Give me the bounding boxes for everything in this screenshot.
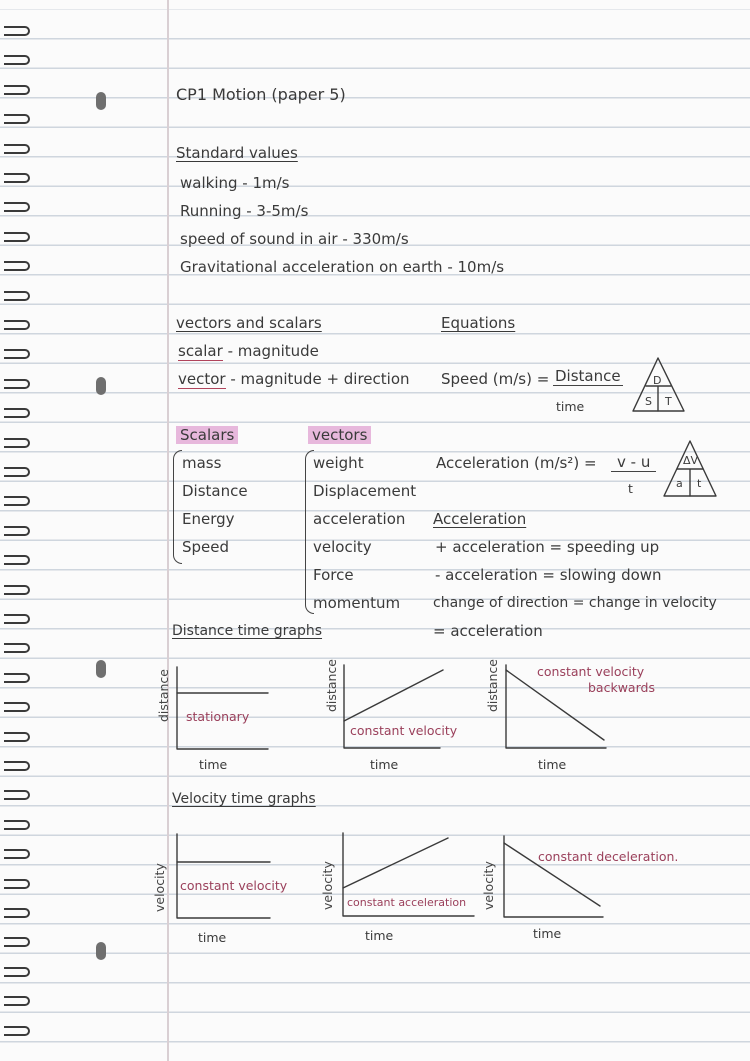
vector-term: vector <box>178 370 226 388</box>
velocity-time-heading: Velocity time graphs <box>172 791 316 807</box>
vt-graph1-axes <box>177 834 270 918</box>
dt-graph1-caption: stationary <box>186 709 250 724</box>
vt-graph2-caption: constant acceleration <box>347 896 467 909</box>
acceleration-note: + acceleration = speeding up <box>435 538 660 556</box>
scalar-item: Speed <box>182 538 230 556</box>
vectors-heading: vectors <box>308 426 371 444</box>
acceleration-note: - acceleration = slowing down <box>435 566 662 584</box>
speed-triangle-left: S <box>645 395 652 408</box>
standard-value-item: Gravitational acceleration on earth - 10m/s <box>180 258 505 276</box>
dt-graph1-ylabel: distance <box>156 669 171 722</box>
scalars-heading: Scalars <box>176 426 238 444</box>
vt-graph3-caption: constant deceleration. <box>538 849 679 864</box>
accel-equation-denominator: t <box>628 481 633 496</box>
vector-item: velocity <box>313 538 372 556</box>
accel-equation-lhs: Acceleration (m/s²) = <box>436 454 597 472</box>
accel-triangle-dividers <box>677 469 703 496</box>
dt-graph3-caption: constant velocity <box>537 664 645 679</box>
scalar-item: Energy <box>182 510 235 528</box>
accel-triangle-left: a <box>676 477 683 490</box>
vt-graph3-ylabel: velocity <box>481 861 496 910</box>
speed-equation-denominator: time <box>556 399 585 414</box>
dt-graph2-xlabel: time <box>370 757 399 772</box>
speed-triangle-top: D <box>653 374 662 387</box>
accel-equation-numerator: v - u <box>611 453 656 472</box>
vt-graph3-line <box>504 843 600 906</box>
vector-def: - magnitude + direction <box>230 370 410 388</box>
vt-graph1-caption: constant velocity <box>180 878 288 893</box>
dt-graph3-caption: backwards <box>588 680 655 695</box>
standard-values-heading: Standard values <box>176 144 298 162</box>
acceleration-note: change of direction = change in velocity <box>433 595 717 611</box>
vt-graph2-xlabel: time <box>365 928 394 943</box>
vt-graph2-ylabel: velocity <box>320 861 335 910</box>
dt-graph3-ylabel: distance <box>485 659 500 712</box>
scalar-def: - magnitude <box>227 342 319 360</box>
vector-item: acceleration <box>313 510 406 528</box>
standard-value-item: speed of sound in air - 330m/s <box>180 230 409 248</box>
equations-heading: Equations <box>441 314 516 332</box>
dt-graph1-xlabel: time <box>199 757 228 772</box>
vectors-scalars-heading: vectors and scalars <box>176 314 322 332</box>
distance-time-heading: Distance time graphs <box>172 623 323 639</box>
vector-item: momentum <box>313 594 401 612</box>
speed-triangle-right: T <box>665 395 672 408</box>
vector-item: Force <box>313 566 354 584</box>
vt-graph1-ylabel: velocity <box>152 863 167 912</box>
dt-graph1-axes <box>177 667 268 749</box>
vector-item: weight <box>313 454 364 472</box>
speed-equation-lhs: Speed (m/s) = <box>441 370 550 388</box>
speed-triangle-dividers <box>646 386 671 411</box>
vector-item: Displacement <box>313 482 417 500</box>
standard-value-item: walking - 1m/s <box>180 174 290 192</box>
dt-graph2-caption: constant velocity <box>350 723 458 738</box>
vt-graph3-xlabel: time <box>533 926 562 941</box>
speed-equation-numerator: Distance <box>555 367 621 385</box>
scalar-item: Distance <box>182 482 248 500</box>
dt-graph2-ylabel: distance <box>324 659 339 712</box>
vt-graph3-axes <box>504 836 603 917</box>
page-title: CP1 Motion (paper 5) <box>176 85 346 104</box>
vt-graph1-xlabel: time <box>198 930 227 945</box>
scalar-item: mass <box>182 454 222 472</box>
vt-graph2-line <box>343 838 448 888</box>
dt-graph2-line <box>344 670 443 721</box>
dt-graph3-xlabel: time <box>538 757 567 772</box>
standard-value-item: Running - 3-5m/s <box>180 202 309 220</box>
acceleration-note: = acceleration <box>433 622 543 640</box>
accel-triangle-right: t <box>697 477 702 490</box>
acceleration-heading: Acceleration <box>433 510 527 528</box>
accel-triangle-top: ΔV <box>683 454 699 467</box>
dt-graph3-line <box>506 670 604 740</box>
dt-graph2-axes <box>344 665 440 748</box>
scalar-term: scalar <box>178 342 223 360</box>
vt-graph2-axes <box>343 833 474 916</box>
